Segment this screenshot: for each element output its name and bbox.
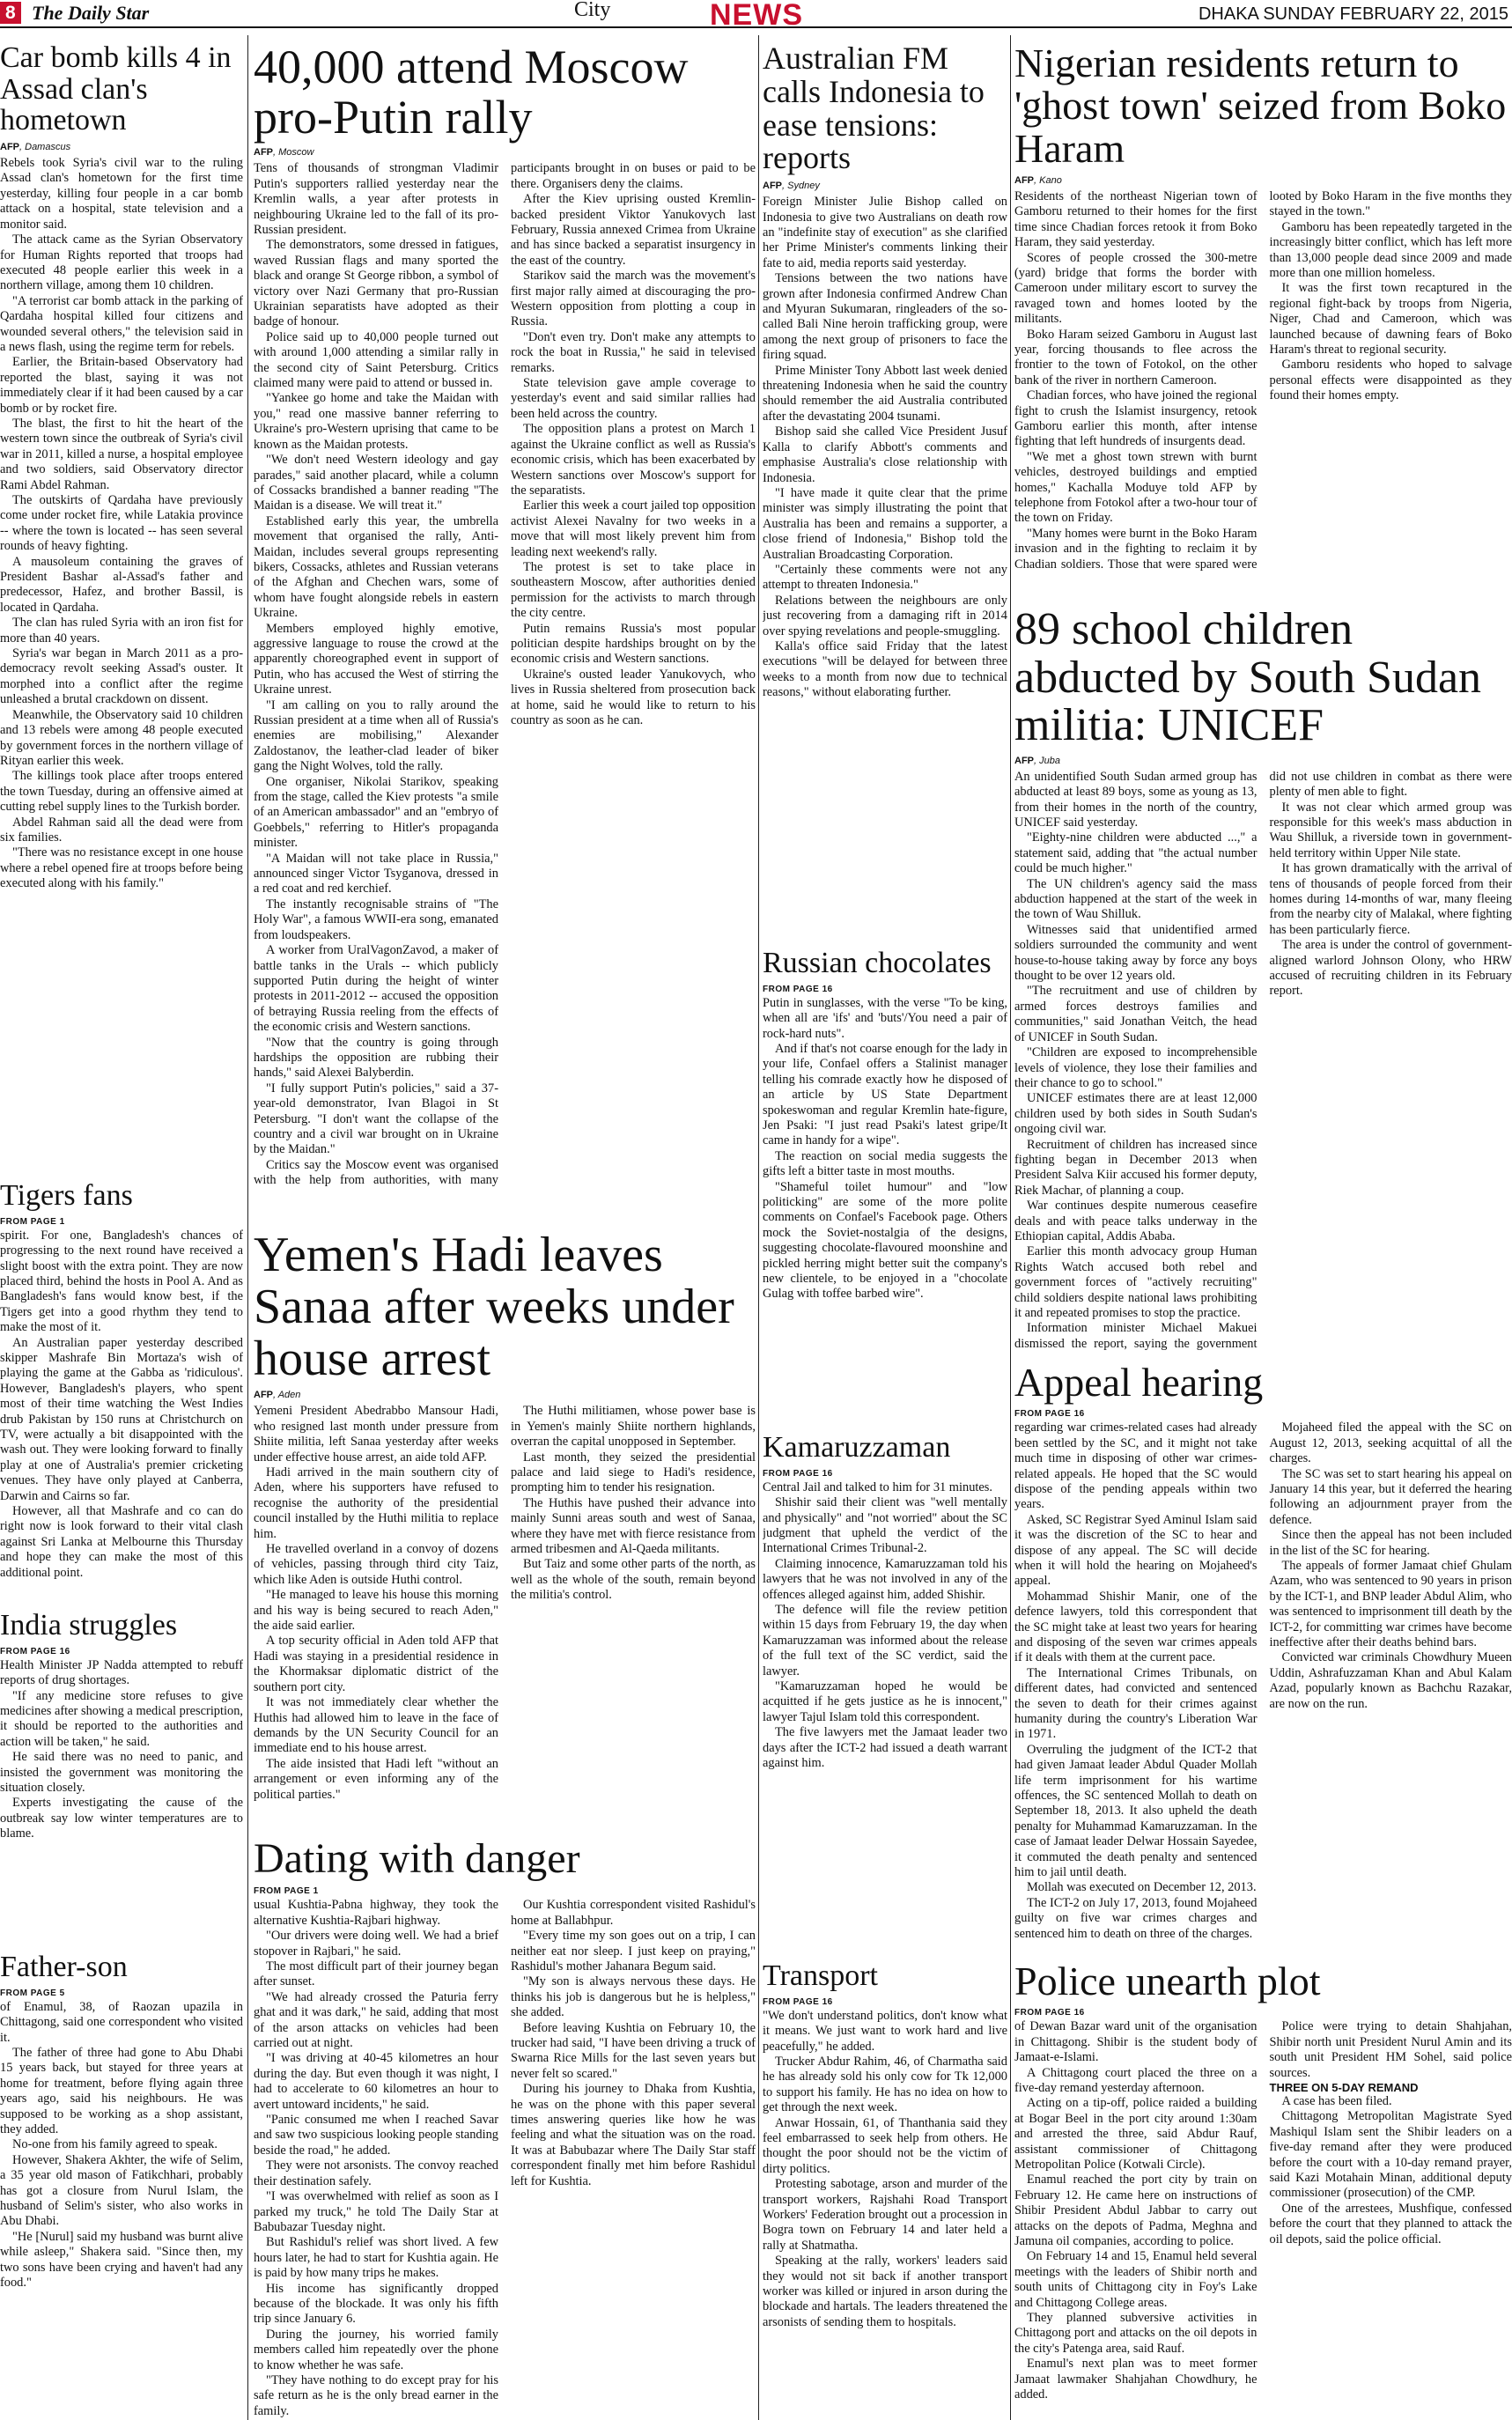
byline-place: Damascus — [25, 142, 71, 153]
page-number: 8 — [0, 2, 21, 24]
headline: Kamaruzzaman — [763, 1432, 951, 1464]
paragraph: The Huthis have pushed their advance into mainly Sunni areas south and west of Sanaa, where they have met with fierce resistance from armed tribesmen and Al-Qaeda militants. — [511, 1495, 756, 1557]
paragraph: The SC was set to start hearing his appeal on January 14 this year, but it deferred the hearing following an adjournment prayer from the defence. — [1269, 1466, 1512, 1527]
byline-place: Aden — [277, 1390, 301, 1401]
paragraph: Earlier, the Britain-based Observatory had reported the blast, saying it was not immediately clear if it had been caused by a car bomb or by rocket fire. — [0, 355, 243, 416]
dateline: DHAKA SUNDAY FEBRUARY 22, 2015 — [1198, 4, 1508, 24]
paragraph: "There was no resistance except in one house where a rebel opened fire at troops before being executed along with his family." — [0, 845, 243, 891]
paragraph: Police said up to 40,000 people turned out with around 1,000 attending a similar rally in the second city of Saint Petersburg. Critics claimed many were paid to attend or bussed in. — [254, 329, 498, 391]
paragraph: It has grown dramatically with the arrival of tens of thousands of people forced from their homes during 14-months of war, many fleeing from the nearby city of Malakal, where fighting has been particularly fierce. — [1269, 861, 1512, 937]
paragraph: But Rashidul's relief was short lived. A few hours later, he had to start for Kushtia again. He is paid by how many trips he makes. — [254, 2235, 498, 2281]
paragraph: But Taiz and some other parts of the north, as well as the whole of the south, remain beyond the militia's control. — [511, 1557, 756, 1603]
paragraph: Residents of the northeast Nigerian town of Gamboru returned to their homes for the first time since Chadian forces retook it from Boko Haram, they said yesterday. — [1014, 188, 1258, 250]
continued-from-label: FROM PAGE 16 — [1014, 2008, 1085, 2018]
article-transport — [763, 1960, 1007, 2420]
article-body — [0, 1658, 243, 1943]
continued-from-label: FROM PAGE 16 — [763, 1468, 833, 1479]
paragraph: Recruitment of children has increased since fighting began in December 2013 when President Salva Kiir accused his former deputy, Riek Machar, of planning a coup. — [1014, 1137, 1258, 1198]
byline: AFP, Damascus — [0, 142, 71, 153]
headline: Car bomb kills 4 in Assad clan's hometown — [0, 42, 232, 137]
column-rule — [758, 35, 759, 2420]
paragraph: On February 14 and 15, Enamul held several meetings with the leaders of Shibir north and south units of Chittagong city in Foy's Lake and Chittagong College areas. — [1014, 2249, 1258, 2310]
paragraph: The father of three had gone to Abu Dhabi 15 years back, but stayed for three years at home for treatment, before flying again three years ago, said his neighbours. He was supposed to be working as a shop assistant, they added. — [0, 2045, 243, 2136]
paragraph: The attack came as the Syrian Observatory for Human Rights reported that troops had executed 48 people earlier this week in a northern village, among them 10 children. — [0, 232, 243, 293]
continued-from-label: FROM PAGE 16 — [1014, 1409, 1085, 1420]
paragraph: "Yankee go home and take the Maidan with you," read one massive banner referring to Ukraine's pro-Western uprising that came to be known as the Maidan protests. — [254, 391, 498, 452]
paragraph: "The recruitment and use of children by armed forces destroys families and communities," said Jonathan Veitch, the head of UNICEF in South Sudan. — [1014, 984, 1258, 1044]
paragraph: The most difficult part of their journey began after sunset. — [254, 1959, 498, 1989]
paragraph: He travelled overland in a convoy of dozens of vehicles, passing through third city Taiz, which like Aden is outside Huthi control. — [254, 1542, 498, 1587]
paragraph: The ICT-2 on July 17, 2013, found Mojaheed guilty on five war crimes charges and sentenced him to death on three of the charges. — [1014, 1895, 1258, 1941]
paragraph: The clan has ruled Syria with an iron fist for more than 40 years. — [0, 616, 243, 646]
paragraph: Bishop said she called Vice President Jusuf Kalla to clarify Abbott's comments and emphasise Australia's close relationship with Indonesia. — [763, 424, 1007, 485]
article-body — [254, 1404, 756, 1828]
article-body — [763, 195, 1007, 941]
paragraph: "I fully support Putin's policies," said a 37-year-old demonstrator, Ivan Blagoi in St Petersburg. "I don't want the collapse of the country and a civil war brought on in Ukraine by the Maidan." — [254, 1081, 498, 1157]
article-dating-danger — [254, 1837, 756, 2420]
article-body — [0, 1228, 243, 1603]
article-body — [0, 2000, 243, 2420]
paragraph: Last month, they seized the presidential palace and laid siege to Hadi's residence, prompting him to tender his resignation. — [511, 1450, 756, 1495]
paragraph: Our Kushtia correspondent visited Rashidul's home at Ballabhpur. — [511, 1898, 756, 1928]
paragraph: However, all that Mashrafe and co can do right now is look forward to their vital clash against Sri Lanka at Melbourne this Thursday and hope they can make the most of this additional point. — [0, 1504, 243, 1580]
paragraph: "Panic consumed me when I reached Savar and saw two suspicious looking people standing beside the road," he added. — [254, 2113, 498, 2158]
paragraph: Enamul's next plan was to meet former Jamaat lawmaker Shahjahan Chowdhury, he added. — [1014, 2357, 1258, 2402]
article-south-sudan — [1014, 606, 1512, 1354]
paragraph: A top security official in Aden told AFP that Hadi was staying in a presidential residence in the Khormaksar diplomatic district of the southern port city. — [254, 1634, 498, 1694]
paragraph: Rebels took Syria's civil war to the ruling Assad clan's hometown for the first time yesterday, killing four people in a car bomb attack on a hospital, state television and a monitor said. — [0, 156, 243, 232]
paragraph: "Our drivers were doing well. We had a brief stopover in Rajbari," he said. — [254, 1929, 498, 1959]
paragraph: Prime Minister Tony Abbott last week denied threatening Indonesia when he said the country should remember the aid Australia contributed after the devastating 2004 tsunami. — [763, 363, 1007, 424]
continued-from-label: FROM PAGE 1 — [0, 1216, 65, 1227]
headline: 89 school children abducted by South Sudan militia: UNICEF — [1014, 606, 1482, 751]
paragraph: Scores of people crossed the 300-metre (yard) bridge that forms the border with Cameroon under military escort to survey the ravaged town and homes looted by the militants. — [1014, 250, 1258, 327]
paragraph: usual Kushtia-Pabna highway, they took the alternative Kushtia-Rajbari highway. — [254, 1898, 498, 1928]
paragraph: Central Jail and talked to him for 31 minutes. — [763, 1479, 992, 1494]
masthead — [0, 0, 1512, 32]
paragraph: "Eighty-nine children were abducted ...," a statement said, adding that "the actual number could be much higher." — [1014, 830, 1258, 876]
paragraph: The Huthi militiamen, whose power base is in Yemen's mainly Shiite northern highlands, overran the capital unopposed in September. — [511, 1404, 756, 1450]
byline-place: Kano — [1039, 174, 1062, 186]
paragraph: of Dewan Bazar ward unit of the organisation in Chittagong. Shibir is the student body of Jamaat-e-Islami. — [1014, 2019, 1258, 2065]
paragraph: The protest is set to take place in southeastern Moscow, after authorities denied permission for the activists to march through the city centre. — [511, 559, 756, 621]
paragraph: The defence will file the review petition within 15 days from February 19, the day when Kamaruzzaman was informed about the release of the full text of the SC verdict, said the lawyer. — [763, 1602, 1007, 1679]
byline: AFP, Moscow — [254, 147, 314, 159]
paragraph: Foreign Minister Julie Bishop called on Indonesia to give two Australians on death row an "indefinite stay of execution" as she clarified her Prime Minister's comments linking their fate to aid, media reports said yesterday. — [763, 195, 1007, 270]
headline: Tigers fans — [0, 1180, 133, 1212]
byline-agency: AFP — [763, 181, 782, 192]
paragraph: The opposition plans a protest on March 1 against the Ukraine conflict as well as Russia's economic crisis, which has been exacerbated by Western sanctions over Moscow's support for the separatists. — [511, 422, 756, 498]
paragraph: "Don't even try. Don't make any attempts to rock the boat in Russia," he said in televised remarks. — [511, 329, 756, 375]
article-body — [254, 161, 756, 1214]
paragraph: Asked, SC Registrar Syed Aminul Islam said it was the discretion of the SC to hear and dispose of any appeal. The SC will decide when it will hold the hearing on Mojaheed's appeal. — [1014, 1512, 1258, 1589]
paragraph: The blast, the first to hit the heart of the western town since the outbreak of Syria's civil war in 2011, killed a nurse, a hospital employee and two soldiers, said Observatory director Rami Abdel Rahman. — [0, 416, 243, 492]
paragraph: "A terrorist car bomb attack in the parking of Qardaha hospital killed four citizens and wounded several others," the television said in a news flash, using the regime term for rebels. — [0, 293, 243, 354]
paragraph: Earlier this week a court jailed top opposition activist Alexei Navalny for two weeks in a move that will most likely prevent him from leading next weekend's rally. — [511, 498, 756, 559]
paragraph: An unidentified South Sudan armed group has abducted at least 89 boys, some as young as 13, from their homes in the north of the country, UNICEF said yesterday. — [1014, 769, 1258, 830]
paragraph: A worker from UralVagonZavod, a maker of battle tanks in the Urals -- which publicly supported Putin during the height of winter protests in 2011-2012 -- accused the opposition of betraying Russia reeling from the effects of the economic crisis and Western sanctions. — [254, 943, 498, 1035]
article-car-bomb — [0, 42, 243, 1173]
byline: AFP, Aden — [254, 1390, 301, 1401]
paragraph: Critics say the Moscow event was organised with the help from authorities, with many participants brought in on buses or paid to be there. Organisers deny the claims. — [254, 161, 756, 1188]
article-moscow — [254, 42, 756, 1214]
paragraph: The five lawyers met the Jamaat leader two days after the ICT-2 had issued a death warrant against him. — [763, 1725, 1007, 1770]
headline: Father-son — [0, 1951, 128, 1983]
article-russian-chocolates — [763, 948, 1007, 1423]
paragraph: A case has been filed. — [1281, 2093, 1392, 2108]
continued-from-label: FROM PAGE 5 — [0, 1988, 65, 1998]
paragraph: "We don't need Western ideology and gay parades," said another placard, while a column of Cossacks brandished a banner reading "The Maidan is a disease. We will treat it." — [254, 453, 498, 513]
paragraph: It was not immediately clear whether the Huthis had allowed him to leave in the face of demands by the UN Security Council for an immediate end to his house arrest. — [254, 1695, 498, 1756]
paragraph: "I was overwhelmed with relief as soon as I parked my truck," he told The Daily Star at Babubazar Tuesday night. — [254, 2189, 498, 2234]
paragraph: The appeals of former Jamaat chief Ghulam Azam, who was sentenced to 90 years in prison by the ICT-1, and BNP leader Abdul Alim, who was sentenced to imprisonment till death by the ICT-2, for committing war crimes have become ineffective after their deaths behind bars. — [1269, 1558, 1512, 1649]
byline-agency: AFP — [254, 147, 273, 159]
paragraph: Mojaheed filed the appeal with the SC on August 12, 2013, seeking acquittal of all the charges. — [1269, 1420, 1512, 1466]
paragraph: UNICEF estimates there are at least 12,000 children used by both sides in South Sudan's ongoing civil war. — [1014, 1091, 1258, 1137]
article-body — [763, 996, 1007, 1423]
headline: Police unearth plot — [1014, 1960, 1321, 2003]
paragraph: "I have made it quite clear that the prime minister was simply illustrating the point that Australia has been and remains a supporter, a close friend of Indonesia," Bishop told the Australian Broadcasting Corporation. — [763, 485, 1007, 562]
article-yemen — [254, 1229, 756, 1828]
paragraph: Witnesses said that unidentified armed soldiers surrounded the community and went house-to-house taking away by force any boys thought to be over 12 years old. — [1014, 922, 1258, 984]
paragraph: It was the first town recaptured in the regional fight-back by troops from Nigeria, Niger, Chad and Cameroon, which was launched because of dawning fears of Boko Haram's threat to regional security. — [1269, 281, 1512, 357]
paragraph: "We don't understand politics, don't know what it means. We just want to work hard and live peacefully," he added. — [763, 2008, 1007, 2054]
continued-from-label: FROM PAGE 1 — [254, 1886, 319, 1897]
paragraph: Boko Haram seized Gamboru in August last year, forcing thousands to flee across the frontier to the town of Fotokol, on the other bank of the river in northern Cameroon. — [1014, 327, 1258, 387]
paragraph: The UN children's agency said the mass abduction happened at the start of the week in the town of Wau Shilluk. — [1014, 876, 1258, 922]
paragraph: regarding war crimes-related cases had already been settled by the SC, and it might not take much time in disposing of other war crimes-related appeals. He hoped that the SC would dispose of the pending appeals within two years. — [1014, 1420, 1258, 1512]
paragraph: The area is under the control of government-aligned warlord Johnson Olony, who HRW accused of recruiting children in its February report. — [1269, 938, 1512, 999]
byline: AFP, Sydney — [763, 181, 820, 192]
paragraph: Tensions between the two nations have grown after Indonesia confirmed Andrew Chan and Myuran Sukumaran, ringleaders of the so-called Bali Nine heroin trafficking group, were among the next group of prisoners to face the firing squad. — [763, 271, 1007, 363]
paragraph: "Many homes were burnt in the Boko Haram invasion and in the fighting to reclaim it by Chadian soldiers. Those that were spared were looted by Boko Haram in the five months they stayed in the town." — [1014, 188, 1512, 572]
paragraph: The aide insisted that Hadi left "without an arrangement or even informing any of the political parties." — [254, 1756, 498, 1802]
paragraph: He said there was no need to panic, and insisted the government was monitoring the situation closely. — [0, 1750, 243, 1795]
paragraph: His income has significantly dropped because of the blockade. It was only his fifth trip since January 6. — [254, 2281, 498, 2327]
paragraph: Speaking at the rally, workers' leaders said they would not sit back if another transport worker was killed or injured in arson during the blockade and hartals. The leaders threatened the arsonists of sending them to hospitals. — [763, 2254, 1007, 2329]
article-body — [1014, 1420, 1512, 1951]
paragraph: Shishir said their client was "well mentally and physically" and "not worried" about the SC judgment that upheld the verdict of the International Crimes Tribunal-2. — [763, 1495, 1007, 1556]
paragraph: Convicted war criminals Chowdhury Mueen Uddin, Ashrafuzzaman Khan and Abul Kalam Azad, popularly known as Bachchu Razakar, are now on the run. — [1269, 1650, 1512, 1711]
headline: Appeal hearing — [1014, 1361, 1264, 1405]
byline: AFP, Kano — [1014, 174, 1062, 186]
article-police-plot — [1014, 1960, 1512, 2420]
article-body — [1014, 2019, 1512, 2420]
paragraph: Putin in sunglasses, with the verse "To be king, when all are 'ifs' and 'buts'/You need a pair of rock-hard nuts". — [763, 995, 1007, 1041]
paragraph: Putin remains Russia's most popular politician despite hardships brought on by the economic crisis and Western sanctions. — [511, 621, 756, 667]
continued-from-label: FROM PAGE 16 — [763, 1996, 833, 2007]
paragraph: Relations between the neighbours are only just recovering from a damaging rift in 2014 over spying revelations and people-smuggling. — [763, 593, 1007, 638]
paragraph: Meanwhile, the Observatory said 10 children and 13 rebels were among 48 people executed by government forces in the northern village of Rityan earlier this week. — [0, 707, 243, 768]
paragraph: spirit. For one, Bangladesh's chances of progressing to the next round have received a slight boost with the extra point. They are now placed third, behind the hosts in Pool A. And as Bangladesh's fans would know best, if the Tigers get into a good rhythm they tend to make the most of it. — [0, 1228, 243, 1335]
paragraph: After the Kiev uprising ousted Kremlin-backed president Viktor Yanukovych last February, Russia annexed Crimea from Ukraine and has since backed a separatist insurgency in the east of the country. — [511, 192, 756, 268]
paragraph: Protesting sabotage, arson and murder of the transport workers, Rajshahi Road Transport Workers' Federation brought out a procession in Bogra town on February 14 and later held a rally at Shatmatha. — [763, 2177, 1007, 2253]
paragraph: "He managed to leave his house this morning and his way is being secured to reach Aden," the aide said earlier. — [254, 1588, 498, 1634]
paper-name: The Daily Star — [32, 2, 150, 24]
paragraph: Chadian forces, who have joined the regional fight to crush the Islamist insurgency, retook Gamboru earlier this month, after intense fighting that left hundreds of insurgents dead. — [1014, 388, 1258, 449]
paragraph: Since then the appeal has not been included in the list of the SC for hearing. — [1269, 1528, 1512, 1558]
paragraph: of Enamul, 38, of Raozan upazila in Chittagong, said one correspondent who visited it. — [0, 1999, 243, 2045]
continued-from-label: FROM PAGE 16 — [0, 1646, 70, 1656]
headline: Dating with danger — [254, 1837, 580, 1882]
paragraph: They planned subversive activities in Chittagong port and attacks on the oil depots in the city's Patenga area, said Rauf. — [1014, 2311, 1258, 2356]
byline-agency: AFP — [0, 142, 19, 153]
paragraph: Acting on a tip-off, police raided a building at Bogar Beel in the port city around 1:30am and arrested the three, said Abdur Rauf, assistant commissioner of Chittagong Metropolitan Police (Kotwali Circle). — [1014, 2096, 1258, 2172]
column-rule — [247, 35, 248, 2420]
paragraph: The demonstrators, some dressed in fatigues, waved Russian flags and many sported the black and orange St George ribbon, a symbol of victory over Nazi Germany that pro-Russian Ukrainian separatists have adopted as their badge of honour. — [254, 238, 498, 329]
article-body — [254, 1898, 756, 2420]
paragraph: Established early this year, the umbrella movement that organised the rally, Anti-Maidan, includes several groups representing bikers, Cossacks, athletes and Russian veterans of the Afghan and Chechen wars, some of whom have fought alongside rebels in eastern Ukraine. — [254, 513, 498, 621]
paragraph: The instantly recognisable strains of "The Holy War", a famous WWII-era song, emanated from loudspeakers. — [254, 896, 498, 942]
section-label: NEWS — [710, 0, 803, 32]
byline-place: Moscow — [278, 147, 314, 159]
section-title: City — [574, 0, 611, 21]
byline-place: Sydney — [787, 181, 820, 192]
paragraph: Gamboru residents who hoped to salvage personal effects were disappointed as they found their homes empty. — [1269, 358, 1512, 403]
paragraph: Police were trying to detain Shahjahan, Shibir north unit President Nurul Amin and its south unit President HM Sohel, said police sources. — [1269, 2019, 1512, 2080]
paragraph: Experts investigating the cause of the outbreak say low winter temperatures are to blame. — [0, 1796, 243, 1841]
paragraph: The killings took place after troops entered the town Tuesday, during an offensive aimed at cutting rebel supply lines to the Turkish border. — [0, 769, 243, 815]
paragraph: "Kamaruzzaman hoped he would be acquitted if he gets justice as he is innocent," lawyer Tajul Islam told this correspondent. — [763, 1679, 1007, 1724]
paragraph: "My son is always nervous these days. He thinks his job is dangerous but he is helpless," she added. — [511, 1974, 756, 2020]
paragraph: "I am calling on you to rally around the Russian president at a time when all of Russia's enemies are mobilising," Alexander Zaldostanov, the leather-clad leader of biker gang the Night Wolves, told the rally. — [254, 697, 498, 774]
byline-agency: AFP — [254, 1390, 273, 1401]
paragraph: Tens of thousands of strongman Vladimir Putin's supporters rallied yesterday near the Kremlin walls, a year after protests in neighbouring Ukraine led to the fall of its pro-Russian president. — [254, 161, 498, 237]
paragraph: Anwar Hossain, 61, of Thanthania said they feel embarrassed to seek help from others. He thought the poor should not be the victim of dirty politics. — [763, 2115, 1007, 2176]
paragraph: Enamul reached the port city by train on February 12. He came here on instructions of Shibir President Abdul Jabbar to carry out attacks on the depots of Padma, Meghna and Jamuna oil companies, according to police. — [1014, 2173, 1258, 2248]
paragraph: Mollah was executed on December 12, 2013. — [1027, 1880, 1257, 1895]
paragraph: "A Maidan will not take place in Russia," announced singer Victor Tsyganova, dressed in a red coat and red kerchief. — [254, 851, 498, 896]
paragraph: Mohammad Shishir Manir, one of the defence lawyers, told this correspondent that the SC might take at least two years for hearing and disposing of the seven war crimes appeals if it deals with them at the current pace. — [1014, 1589, 1258, 1665]
headline: Yemen's Hadi leaves Sanaa after weeks under house arrest — [254, 1229, 734, 1386]
headline: India struggles — [0, 1610, 178, 1642]
article-body — [1014, 770, 1512, 1354]
paragraph: Abdel Rahman said all the dead were from six families. — [0, 815, 243, 845]
column-rule — [1010, 35, 1011, 2420]
paragraph: Health Minister JP Nadda attempted to rebuff reports of drug shortages. — [0, 1657, 243, 1688]
paragraph: "Every time my son goes out on a trip, I can neither eat nor sleep. I just keep on praying," Rashidul's mother Jahanara Begum said. — [511, 1929, 756, 1974]
paragraph: "Children are exposed to incomprehensible levels of violence, they lose their families and their chance to go to school." — [1014, 1045, 1258, 1090]
paragraph: A Chittagong court placed the three on a five-day remand yesterday afternoon. — [1014, 2065, 1258, 2095]
paragraph: "He [Nurul] said my husband was burnt alive while asleep," Shakera said. "Since then, my two sons have been crying and haven't had any food." — [0, 2229, 243, 2290]
article-body — [1014, 189, 1512, 597]
continued-from-label: FROM PAGE 16 — [763, 984, 833, 994]
headline: Australian FM calls Indonesia to ease tensions: reports — [763, 42, 985, 176]
byline: AFP, Juba — [1014, 755, 1060, 766]
paragraph: Syria's war began in March 2011 as a pro-democracy revolt seeking Assad's ouster. It morphed into a conflict after the regime unleashed a brutal crackdown on dissent. — [0, 646, 243, 707]
paragraph: Starikov said the march was the movement's first major rally aimed at discouraging the pro-Western opposition from plotting a coup in Russia. — [511, 269, 756, 329]
paragraph: Overruling the judgment of the ICT-2 that had given Jamaat leader Abdul Quader Mollah life term imprisonment for his wartime offences, the SC sentenced Mollah to death on September 18, 2013. It also upheld the death penalty for Muhammad Kamaruzzaman. In the case of Jamaat leader Delwar Hossain Sayedee, it commuted the death penalty and sentenced him to jail until death. — [1014, 1742, 1258, 1880]
paragraph: One organiser, Nikolai Starikov, speaking from the stage, called the Kiev protests "a smile of an American ambassador" and an "embryo of Goebbels," referring to Hitler's propaganda minister. — [254, 774, 498, 851]
paragraph: "Shameful toilet humour" and "low politicking" are some of the more polite comments on Confael's Facebook page. Others mock the Soviet-nostalgia of the designs, suggesting chocolate-flavoured moonshine and pickled herring might better suit the company's new clientele, to be enjoyed in a "chocolate Gulag with toffee barbed wire". — [763, 1179, 1007, 1302]
paragraph: Gamboru has been repeatedly targeted in the increasingly bitter conflict, which has left more than 13,000 people dead since 2009 and made more than one million homeless. — [1269, 219, 1512, 280]
article-nigeria — [1014, 42, 1512, 597]
subhead: THREE ON 5-DAY REMAND — [1269, 2080, 1419, 2094]
article-appeal-hearing — [1014, 1361, 1512, 1951]
paragraph: One of the arrestees, Mushfique, confessed before the court that they planned to attack the oil depots, said the police official. — [1269, 2201, 1512, 2247]
paragraph: They were not arsonists. The convoy reached their destination safely. — [254, 2158, 498, 2188]
paragraph: "If any medicine store refuses to give medicines after showing a medical prescription, it should be reported to the authorities and action will be taken," he said. — [0, 1688, 243, 1749]
paragraph: "They have nothing to do except pray for his safe return as he is the only bread earner in the family. — [254, 2372, 498, 2418]
paragraph: An Australian paper yesterday described skipper Mashrafe Bin Mortaza's wish of playing the game at the Gabba as 'ridiculous'. However, Bangladesh's players, who spent most of their time watching the West Indies drub Pakistan by 150 runs at Christchurch on TV, were actually a bit disappointed with the wash out. They were looking forward to finally play at one of Australia's premier cricketing venues. They have only played at Canberra, Darwin and Cairns so far. — [0, 1335, 243, 1503]
article-body — [763, 1480, 1007, 1951]
paragraph: The International Crimes Tribunals, on different dates, had convicted and sentenced the seven to death for their crimes against humanity during the country's Liberation War in 1971. — [1014, 1665, 1258, 1742]
article-tigers-fans — [0, 1180, 243, 1603]
article-body — [0, 156, 243, 1173]
paragraph: The reaction on social media suggests the gifts left a bitter taste in most mouths. — [763, 1148, 1007, 1179]
headline: Transport — [763, 1960, 878, 1992]
paragraph: Information minister Michael Makuei dismissed the report, saying the government did not use children in combat as there were plenty of men able to fight. — [1014, 769, 1512, 1351]
paragraph: "We met a ghost town strewn with burnt vehicles, destroyed buildings and emptied homes," Kachalla Moduye told AFP by telephone from Fotokol after a two-hour tour of the town on Friday. — [1014, 449, 1258, 526]
paragraph: War continues despite numerous ceasefire deals and with peace talks underway in the Ethiopian capital, Addis Ababa. — [1014, 1199, 1258, 1243]
byline-agency: AFP — [1014, 755, 1034, 766]
paragraph: Hadi arrived in the main southern city of Aden, where his supporters have refused to recognise the authority of the presidential council installed by the Huthi militia to replace him. — [254, 1465, 498, 1541]
paragraph: Members employed highly emotive, aggressive language to rouse the crowd at the apparently choreographed event in support of Putin, who has accused the West of stirring the Ukraine unrest. — [254, 621, 498, 697]
paragraph: And if that's not coarse enough for the lady in your life, Confael offers a Stalinist manager telling his comrade exactly how he disposed of an article by US State Department spokeswoman and regular Kremlin hate-figure, Jen Psaki: "I just read Psaki's latest gripe/It came in handy for a wipe". — [763, 1041, 1007, 1148]
headline: Nigerian residents return to 'ghost town' seized from Boko Haram — [1014, 42, 1507, 171]
paragraph: It was not clear which armed group was responsible for this week's mass abduction in Wau Shilluk, a riverside town in government-held territory within Upper Nile state. — [1269, 800, 1512, 860]
paragraph: A mausoleum containing the graves of President Bashar al-Assad's father and predecessor, Hafez, and brother Bassil, is located in Qardaha. — [0, 554, 243, 615]
byline-place: Juba — [1039, 755, 1060, 766]
paragraph: "Now that the country is going through hardships the opposition are rubbing their hands," said Alexei Balyberdin. — [254, 1035, 498, 1081]
paragraph: However, Shakera Akhter, the wife of Selim, a 35 year old mason of Fatikchhari, probably has got a closure from Nurul Islam, the husband of Selim's sister, who also works in Abu Dhabi. — [0, 2152, 243, 2229]
paragraph: Chittagong Metropolitan Magistrate Syed Mashiqul Islam sent the Shibir leaders on a five-day remand after they were produced before the court with a 10-day remand prayer, said Kazi Motahain Minan, additional deputy commissioner (prosecution) of the CMP. — [1269, 2109, 1512, 2201]
paragraph: Claiming innocence, Kamaruzzaman told his lawyers that he was not involved in any of the offences alleged against him, added Shishir. — [763, 1556, 1007, 1602]
paragraph: Earlier this month advocacy group Human Rights Watch accused both rebel and government forces of "actively recruiting" child soldiers despite national laws prohibiting it and repeated promises to stop the practice. — [1014, 1244, 1258, 1320]
byline-agency: AFP — [1014, 174, 1034, 186]
paragraph: Trucker Abdur Rahim, 46, of Charmatha said he has already sold his only cow for Tk 12,000 to support his family. He has no idea on how to get through the next week. — [763, 2054, 1007, 2115]
paragraph: During his journey to Dhaka from Kushtia, he was on the phone with this paper several times answering queries like how he was feeling and what the situation was on the road. It was at Babubazar where The Daily Star staff correspondent finally met him before Rashidul left for Kushtia. — [511, 2082, 756, 2188]
paragraph: Kalla's office said Friday that the latest executions "will be delayed for between three weeks to a month from now due to technical reasons," without elaborating further. — [763, 638, 1007, 700]
article-india-struggles — [0, 1610, 243, 1943]
paragraph: "Certainly these comments were not any attempt to threaten Indonesia." — [763, 562, 1007, 593]
paragraph: "We had already crossed the Paturia ferry ghat and it was dark," he said, adding that most of the arson attacks on vehicles had been carried out at night. — [254, 1989, 498, 2051]
paragraph: Before leaving Kushtia on February 10, the trucker had said, "I have been driving a truck of Swarna Rice Mills for the last seven years but never felt so scared." — [511, 2020, 756, 2081]
article-father-son — [0, 1951, 243, 2420]
headline: Russian chocolates — [763, 948, 992, 979]
paragraph: Ukraine's ousted leader Yanukovych, who lives in Russia sheltered from prosecution back at home, said he would like to return to his country as soon as he can. — [511, 667, 756, 727]
article-body — [763, 2009, 1007, 2420]
paragraph: Yemeni President Abedrabbo Mansour Hadi, who resigned last month under pressure from Shiite militia, left Sanaa yesterday after weeks under effective house arrest, an aide told AFP. — [254, 1404, 498, 1465]
paragraph: "I was driving at 40-45 kilometres an hour during the day. But even though it was night, I had to accelerate to 60 kilometres an hour to avert untoward incidents," he said. — [254, 2051, 498, 2112]
paragraph: No-one from his family agreed to speak. — [12, 2137, 218, 2152]
paragraph: State television gave ample coverage to yesterday's event and said similar rallies had been held across the country. — [511, 376, 756, 421]
article-kamaruzzaman — [763, 1432, 1007, 1951]
paragraph: The outskirts of Qardaha have previously come under rocket fire, while Latakia province -- where the town is located -- has seen several rounds of heavy fighting. — [0, 493, 243, 554]
paragraph: During the journey, his worried family members called him repeatedly over the phone to know whether he was safe. — [254, 2327, 498, 2372]
article-australian-fm — [763, 42, 1007, 941]
headline: 40,000 attend Moscow pro-Putin rally — [254, 42, 689, 144]
